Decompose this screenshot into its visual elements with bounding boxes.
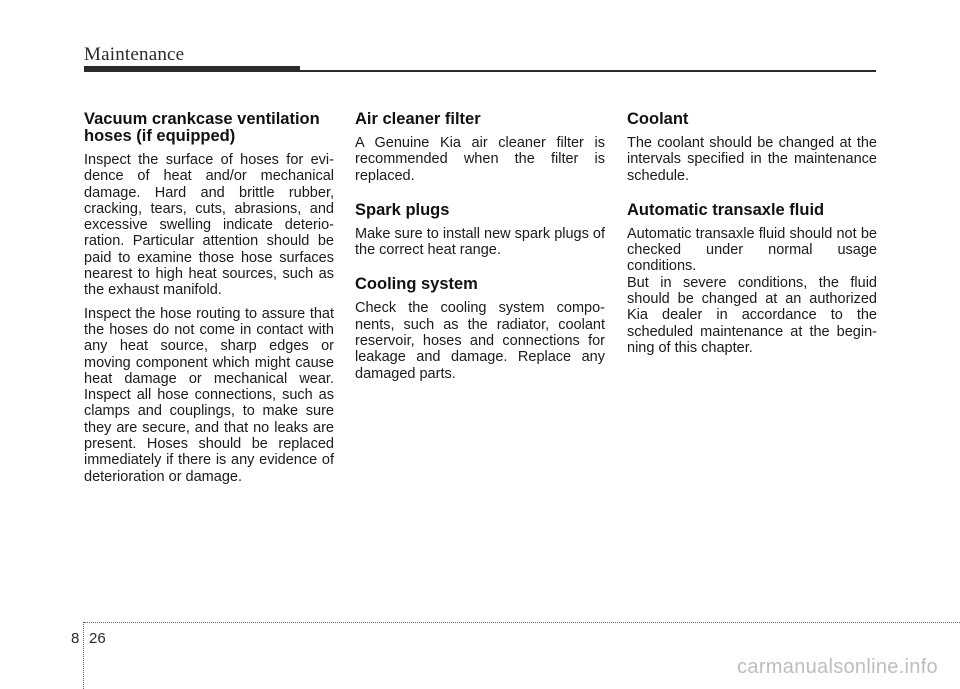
heading-spark-plugs: Spark plugs — [355, 200, 450, 219]
paragraph-transaxle-normal: Automatic transaxle fluid should not be checked under normal usage conditions. — [627, 225, 877, 275]
paragraph-spark-plugs: Make sure to install new spark plugs of the correct heat range. — [355, 225, 605, 259]
column-1 — [84, 111, 334, 492]
footer-dotted-divider — [83, 622, 84, 689]
chapter-number: 8 — [71, 630, 80, 647]
header-rule-thick — [84, 66, 300, 72]
header-rule-thin — [300, 70, 876, 72]
page-number: 26 — [89, 630, 106, 647]
running-head: Maintenance — [84, 44, 185, 65]
paragraph-hose-routing: Inspect the hose routing to assure that the hoses do not come in contact with any heat source, sharp edges or moving component which might cause heat damage or mechanical wear. Inspect all hose connections, such as clamps and couplings, to make sure they are secure, and that no leaks are present. Hoses should be replaced immediately if there is any evidence of deterioration or damage. — [84, 305, 334, 485]
column-2 — [355, 111, 605, 389]
paragraph-transaxle-severe: But in severe conditions, the fluid should be changed at an authorized Kia dealer in accordance to the scheduled maintenance at the beginning of this chapter. — [627, 274, 877, 356]
heading-air-cleaner-filter: Air cleaner filter — [355, 110, 481, 128]
column-3 — [627, 111, 877, 363]
heading-cooling-system: Cooling system — [355, 275, 478, 294]
paragraph-cooling-system: Check the cooling system components, such as the radiator, coolant reservoir, hoses and connections for leakage and damage. Replace any damaged parts. — [355, 300, 605, 382]
paragraph-coolant: The coolant should be changed at the intervals specified in the maintenance schedule. — [627, 135, 877, 184]
heading-coolant: Coolant — [627, 110, 689, 128]
heading-vacuum-crankcase-hoses: Vacuum crankcase ventilation hoses (if equipped) — [84, 110, 320, 145]
heading-automatic-transaxle-fluid: Automatic transaxle fluid — [627, 200, 825, 219]
paragraph-hose-surface: Inspect the surface of hoses for evidence of heat and/or mechanical damage. Hard and brittle rubber, cracking, tears, cuts, abrasions, and excessive swelling indicate deterioration. Particular attention should be paid to examine those hose surfaces nearest to high heat sources, such as the exhaust manifold. — [84, 152, 334, 299]
paragraph-air-cleaner-filter: A Genuine Kia air cleaner filter is recommended when the filter is replaced. — [355, 135, 605, 184]
watermark-text: carmanualsonline.info — [737, 656, 938, 678]
footer-dotted-rule — [84, 622, 960, 623]
